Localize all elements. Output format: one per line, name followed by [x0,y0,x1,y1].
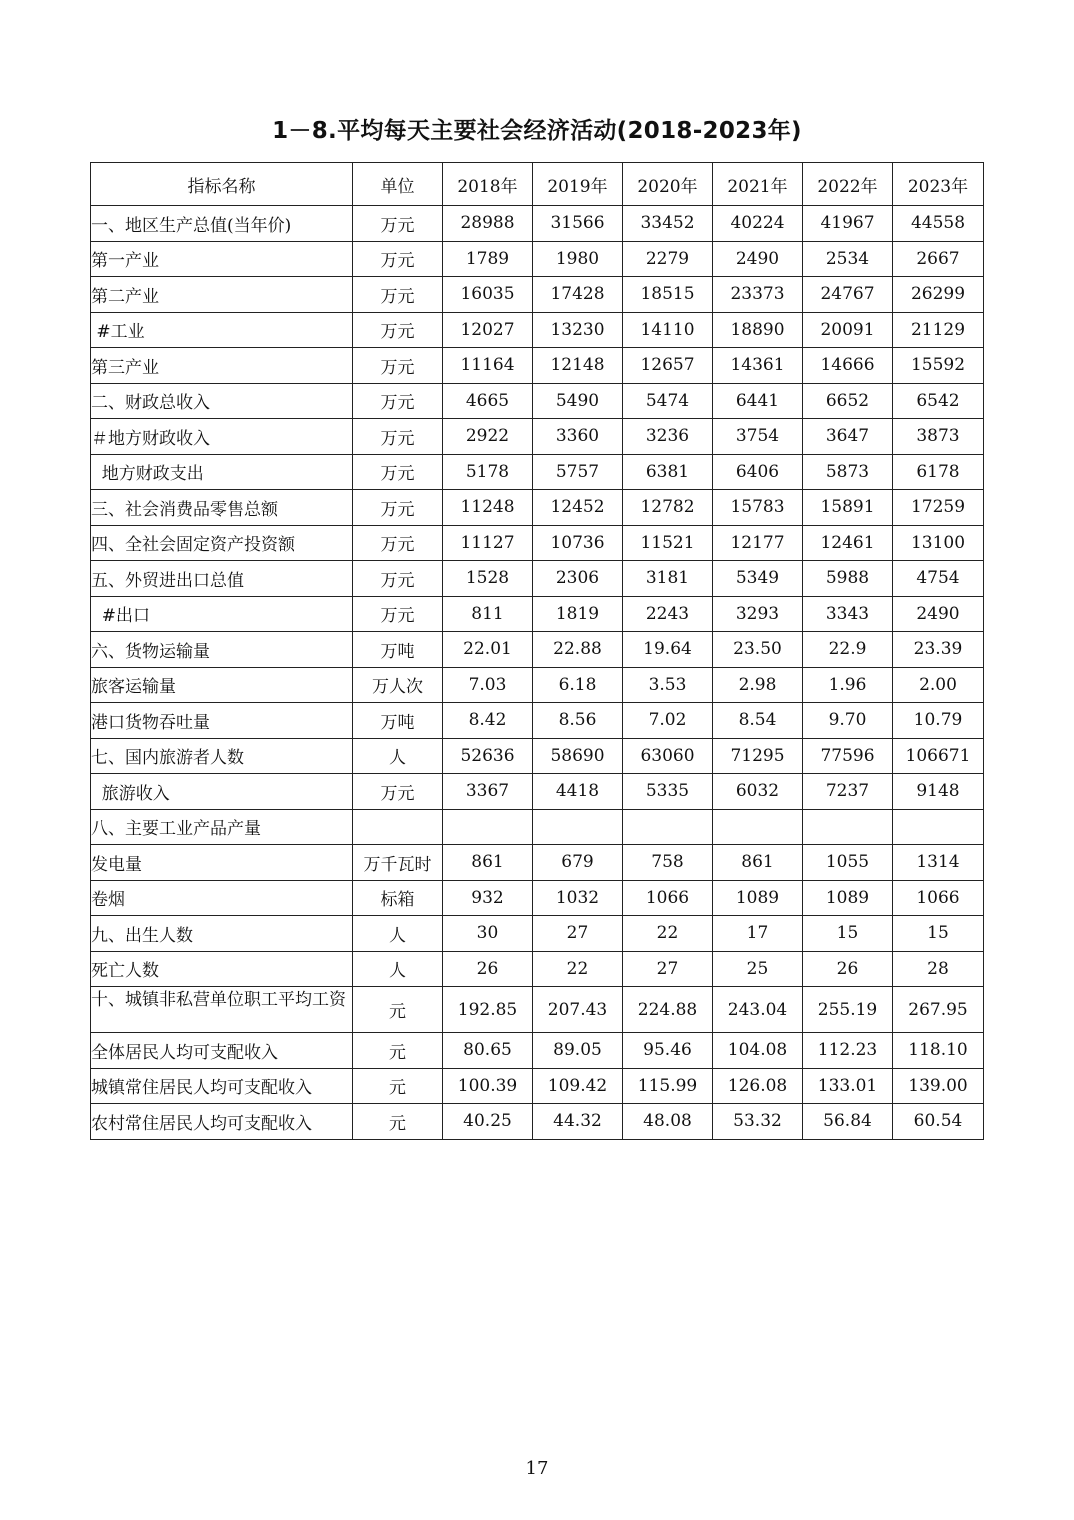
value-cell: 2306 [533,561,623,597]
value-cell: 100.39 [443,1068,533,1104]
value-cell: 8.54 [713,703,803,739]
value-cell: 22 [533,951,623,987]
indicator-name-cell: 农村常住居民人均可支配收入 [91,1104,353,1140]
value-cell: 2243 [623,596,713,632]
table-row [91,845,984,881]
indicator-name-cell: 发电量 [91,845,353,881]
table-row [91,951,984,987]
value-cell: 20091 [803,312,893,348]
unit-cell: 万元 [353,241,443,277]
value-cell: 14361 [713,348,803,384]
indicator-name-cell: 二、财政总收入 [91,383,353,419]
value-cell: 3236 [623,419,713,455]
value-cell: 1.96 [803,667,893,703]
value-cell: 95.46 [623,1033,713,1069]
unit-cell: 标箱 [353,880,443,916]
unit-cell: 万千瓦时 [353,845,443,881]
value-cell: 26 [803,951,893,987]
value-cell: 13230 [533,312,623,348]
value-cell [623,809,713,845]
value-cell: 139.00 [893,1068,984,1104]
value-cell: 28988 [443,206,533,242]
table-row [91,348,984,384]
table-row [91,809,984,845]
value-cell: 17 [713,916,803,952]
table-row [91,419,984,455]
value-cell: 6381 [623,454,713,490]
value-cell: 41967 [803,206,893,242]
unit-cell: 元 [353,987,443,1033]
value-cell [533,809,623,845]
table-row [91,241,984,277]
value-cell: 11127 [443,525,533,561]
value-cell: 1980 [533,241,623,277]
value-cell: 861 [443,845,533,881]
value-cell: 1819 [533,596,623,632]
page-title: 1－8.平均每天主要社会经济活动(2018-2023年) [272,118,802,144]
value-cell: 14110 [623,312,713,348]
unit-cell: 元 [353,1068,443,1104]
value-cell: 31566 [533,206,623,242]
value-cell: 2490 [893,596,984,632]
indicator-name-cell: 三、社会消费品零售总额 [91,490,353,526]
value-cell: 6.18 [533,667,623,703]
value-cell [893,809,984,845]
value-cell: 28 [893,951,984,987]
table-row [91,774,984,810]
table-row [91,916,984,952]
value-cell: 21129 [893,312,984,348]
value-cell: 17259 [893,490,984,526]
value-cell: 56.84 [803,1104,893,1140]
value-cell: 15 [803,916,893,952]
value-cell: 758 [623,845,713,881]
value-cell: 6441 [713,383,803,419]
value-cell: 1066 [623,880,713,916]
header-year: 2022年 [803,163,893,206]
value-cell: 5490 [533,383,623,419]
value-cell: 30 [443,916,533,952]
unit-cell: 万元 [353,383,443,419]
table-row [91,880,984,916]
table-row [91,987,984,1033]
value-cell: 1066 [893,880,984,916]
value-cell: 44.32 [533,1104,623,1140]
value-cell: 18890 [713,312,803,348]
value-cell: 25 [713,951,803,987]
value-cell: 1089 [803,880,893,916]
table-body [91,206,984,1140]
value-cell: 14666 [803,348,893,384]
value-cell: 7.02 [623,703,713,739]
unit-cell: 元 [353,1033,443,1069]
value-cell: 23.39 [893,632,984,668]
value-cell: 12461 [803,525,893,561]
value-cell: 44558 [893,206,984,242]
indicator-name-cell: 第二产业 [91,277,353,313]
value-cell: 22.01 [443,632,533,668]
value-cell: 133.01 [803,1068,893,1104]
indicator-name-cell: 七、国内旅游者人数 [91,738,353,774]
indicator-name-cell: 旅游收入 [91,774,353,810]
table-row [91,1068,984,1104]
value-cell: 2534 [803,241,893,277]
indicator-name-cell: 第一产业 [91,241,353,277]
table-row [91,596,984,632]
header-year: 2023年 [893,163,984,206]
header-year: 2018年 [443,163,533,206]
indicator-name-cell: 六、货物运输量 [91,632,353,668]
value-cell: 2279 [623,241,713,277]
value-cell: 12177 [713,525,803,561]
unit-cell: 万元 [353,454,443,490]
value-cell: 2.98 [713,667,803,703]
value-cell: 11521 [623,525,713,561]
unit-cell: 万吨 [353,703,443,739]
unit-cell: 万元 [353,419,443,455]
value-cell: 5757 [533,454,623,490]
value-cell: 12148 [533,348,623,384]
value-cell: 17428 [533,277,623,313]
indicator-name-cell: #出口 [91,596,353,632]
indicator-name-cell: ＃地方财政收入 [91,419,353,455]
value-cell: 112.23 [803,1033,893,1069]
indicator-name-cell: 卷烟 [91,880,353,916]
table-row [91,738,984,774]
unit-cell: 万元 [353,312,443,348]
value-cell: 52636 [443,738,533,774]
value-cell: 5335 [623,774,713,810]
value-cell: 5349 [713,561,803,597]
value-cell: 8.42 [443,703,533,739]
value-cell: 33452 [623,206,713,242]
unit-cell [353,809,443,845]
unit-cell: 万元 [353,348,443,384]
value-cell: 2.00 [893,667,984,703]
value-cell: 12782 [623,490,713,526]
value-cell: 3181 [623,561,713,597]
value-cell: 7.03 [443,667,533,703]
value-cell: 53.32 [713,1104,803,1140]
unit-cell: 万元 [353,525,443,561]
table-row [91,277,984,313]
value-cell: 12027 [443,312,533,348]
value-cell: 6652 [803,383,893,419]
value-cell: 9.70 [803,703,893,739]
table-row [91,383,984,419]
value-cell: 71295 [713,738,803,774]
value-cell [713,809,803,845]
value-cell: 3754 [713,419,803,455]
value-cell: 3293 [713,596,803,632]
indicator-name-cell: 八、主要工业产品产量 [91,809,353,845]
value-cell: 3343 [803,596,893,632]
value-cell: 15891 [803,490,893,526]
value-cell: 4418 [533,774,623,810]
indicator-name-cell: 一、地区生产总值(当年价) [91,206,353,242]
value-cell: 24767 [803,277,893,313]
value-cell: 1055 [803,845,893,881]
table-row [91,1104,984,1140]
indicator-name-cell: 地方财政支出 [91,454,353,490]
indicator-name-cell: 死亡人数 [91,951,353,987]
value-cell: 40224 [713,206,803,242]
table-row [91,454,984,490]
value-cell: 22.88 [533,632,623,668]
value-cell: 48.08 [623,1104,713,1140]
unit-cell: 万元 [353,277,443,313]
table-row [91,490,984,526]
value-cell: 6542 [893,383,984,419]
header-year: 2019年 [533,163,623,206]
unit-cell: 人 [353,916,443,952]
value-cell: 3873 [893,419,984,455]
value-cell: 10.79 [893,703,984,739]
value-cell: 27 [623,951,713,987]
value-cell [803,809,893,845]
value-cell: 80.65 [443,1033,533,1069]
indicator-name-cell: 城镇常住居民人均可支配收入 [91,1068,353,1104]
table-row [91,1033,984,1069]
value-cell: 255.19 [803,987,893,1033]
value-cell: 40.25 [443,1104,533,1140]
value-cell: 2667 [893,241,984,277]
indicator-name-cell: 第三产业 [91,348,353,384]
value-cell: 60.54 [893,1104,984,1140]
value-cell: 267.95 [893,987,984,1033]
value-cell: 11164 [443,348,533,384]
value-cell: 77596 [803,738,893,774]
unit-cell: 万元 [353,206,443,242]
value-cell: 16035 [443,277,533,313]
value-cell: 118.10 [893,1033,984,1069]
value-cell: 6178 [893,454,984,490]
value-cell: 5474 [623,383,713,419]
value-cell: 861 [713,845,803,881]
value-cell: 12657 [623,348,713,384]
value-cell: 1528 [443,561,533,597]
unit-cell: 万元 [353,596,443,632]
value-cell: 10736 [533,525,623,561]
value-cell: 3.53 [623,667,713,703]
value-cell: 106671 [893,738,984,774]
value-cell: 26 [443,951,533,987]
statistics-table [90,162,984,1140]
value-cell: 679 [533,845,623,881]
value-cell: 2922 [443,419,533,455]
header-indicator-name: 指标名称 [91,163,353,206]
value-cell [443,809,533,845]
unit-cell: 万元 [353,490,443,526]
indicator-name-cell: 旅客运输量 [91,667,353,703]
value-cell: 192.85 [443,987,533,1033]
unit-cell: 元 [353,1104,443,1140]
value-cell: 1089 [713,880,803,916]
value-cell: 11248 [443,490,533,526]
value-cell: 58690 [533,738,623,774]
value-cell: 3367 [443,774,533,810]
value-cell: 89.05 [533,1033,623,1069]
table-row [91,667,984,703]
value-cell: 104.08 [713,1033,803,1069]
value-cell: 27 [533,916,623,952]
table-row [91,632,984,668]
unit-cell: 人 [353,738,443,774]
value-cell: 7237 [803,774,893,810]
value-cell: 15 [893,916,984,952]
value-cell: 1789 [443,241,533,277]
value-cell: 6406 [713,454,803,490]
value-cell: 4754 [893,561,984,597]
value-cell: 1032 [533,880,623,916]
value-cell: 6032 [713,774,803,810]
indicator-name-cell: 十、城镇非私营单位职工平均工资 [91,987,353,1033]
value-cell: 15592 [893,348,984,384]
value-cell: 13100 [893,525,984,561]
value-cell: 5873 [803,454,893,490]
value-cell: 26299 [893,277,984,313]
header-year: 2020年 [623,163,713,206]
table-row [91,703,984,739]
value-cell: 109.42 [533,1068,623,1104]
value-cell: 22 [623,916,713,952]
value-cell: 8.56 [533,703,623,739]
value-cell: 18515 [623,277,713,313]
indicator-name-cell: 全体居民人均可支配收入 [91,1033,353,1069]
value-cell: 4665 [443,383,533,419]
indicator-name-cell: 五、外贸进出口总值 [91,561,353,597]
table-header-row [91,163,984,206]
value-cell: 9148 [893,774,984,810]
table-row [91,525,984,561]
value-cell: 932 [443,880,533,916]
value-cell: 224.88 [623,987,713,1033]
indicator-name-cell: 四、全社会固定资产投资额 [91,525,353,561]
value-cell: 126.08 [713,1068,803,1104]
header-unit: 单位 [353,163,443,206]
table-row [91,561,984,597]
table-row [91,312,984,348]
unit-cell: 人 [353,951,443,987]
value-cell: 15783 [713,490,803,526]
value-cell: 22.9 [803,632,893,668]
value-cell: 5988 [803,561,893,597]
value-cell: 243.04 [713,987,803,1033]
unit-cell: 万人次 [353,667,443,703]
indicator-name-cell: 港口货物吞吐量 [91,703,353,739]
value-cell: 1314 [893,845,984,881]
value-cell: 23.50 [713,632,803,668]
value-cell: 23373 [713,277,803,313]
value-cell: 115.99 [623,1068,713,1104]
value-cell: 63060 [623,738,713,774]
value-cell: 2490 [713,241,803,277]
unit-cell: 万吨 [353,632,443,668]
value-cell: 811 [443,596,533,632]
unit-cell: 万元 [353,774,443,810]
value-cell: 19.64 [623,632,713,668]
value-cell: 3360 [533,419,623,455]
indicator-name-cell: 九、出生人数 [91,916,353,952]
value-cell: 3647 [803,419,893,455]
value-cell: 12452 [533,490,623,526]
unit-cell: 万元 [353,561,443,597]
indicator-name-cell: #工业 [91,312,353,348]
header-year: 2021年 [713,163,803,206]
table-row [91,206,984,242]
value-cell: 207.43 [533,987,623,1033]
value-cell: 5178 [443,454,533,490]
page-number: 17 [525,1458,549,1479]
